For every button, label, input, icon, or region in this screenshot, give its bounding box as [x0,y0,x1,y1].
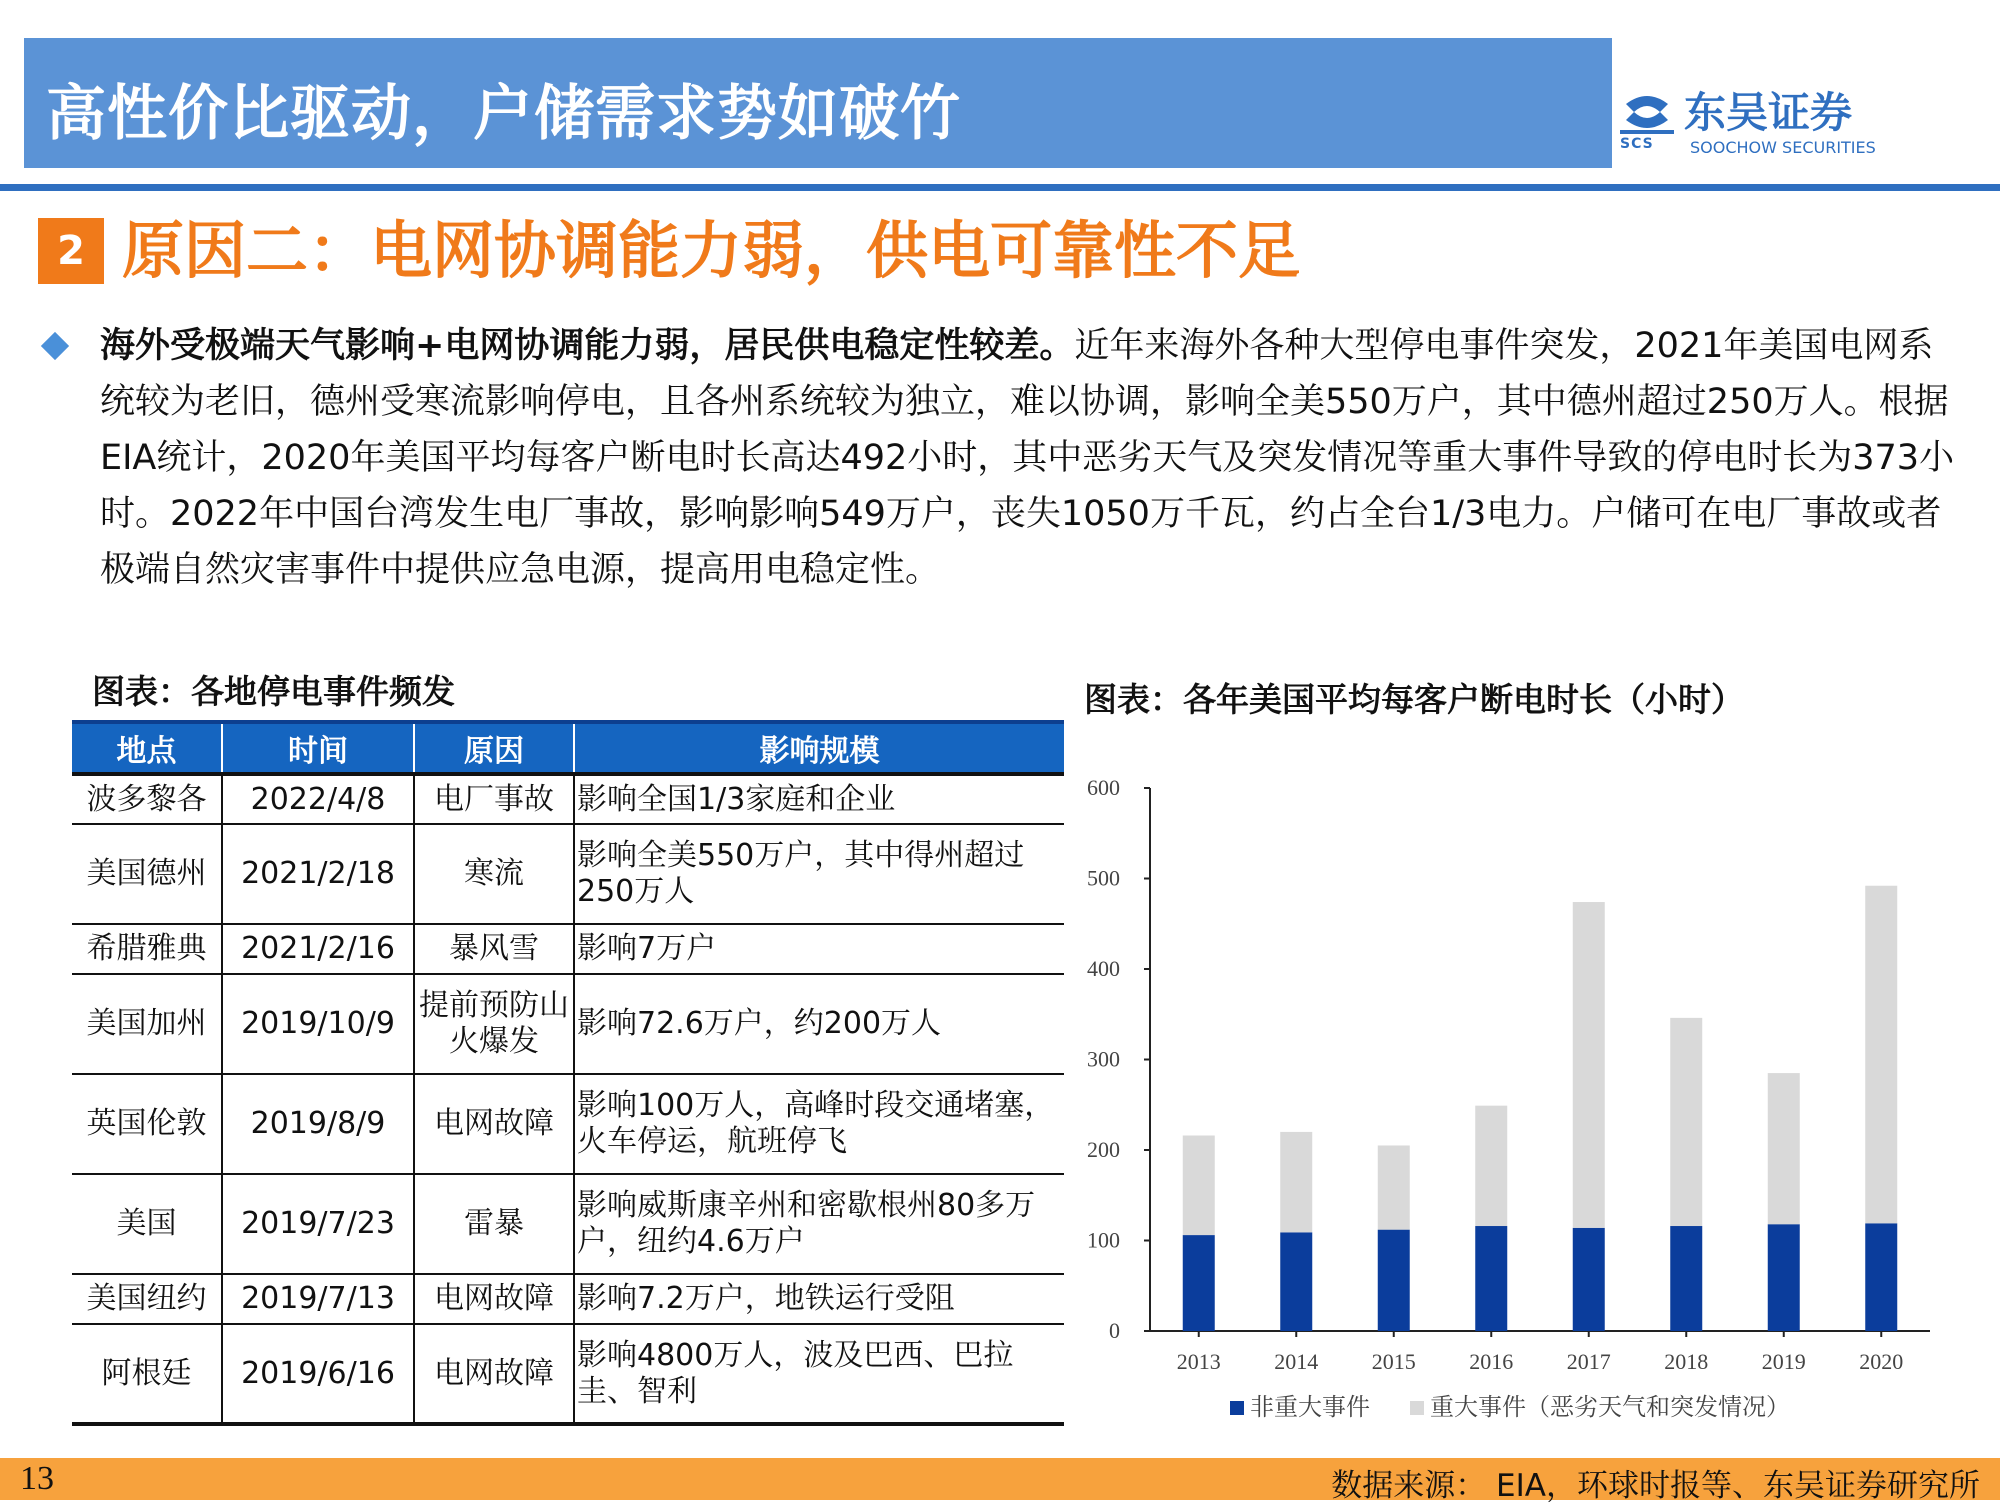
outage-duration-chart [1070,740,1970,1440]
header-impact: 影响规模 [574,722,1064,774]
cell-cause: 雷暴 [414,1174,574,1274]
cell-time: 2021/2/18 [222,824,414,924]
table-row [72,824,1064,924]
cell-time: 2019/10/9 [222,974,414,1074]
legend-swatch [1410,1401,1424,1415]
cell-cause: 电网故障 [414,1274,574,1324]
table-row [72,774,1064,824]
header-band [24,38,1612,168]
cell-location: 美国德州 [72,824,222,924]
cell-time: 2019/7/13 [222,1274,414,1324]
cell-impact: 影响全国1/3家庭和企业 [574,774,1064,824]
cell-location: 美国纽约 [72,1274,222,1324]
cell-impact: 影响72.6万户，约200万人 [574,974,1064,1074]
bar-non-major-event [1670,1226,1702,1331]
x-tick-label: 2013 [1176,1349,1221,1374]
legend-label: 非重大事件 [1250,1393,1370,1421]
company-logo [1618,90,1898,162]
y-tick-label: 200 [1087,1137,1120,1162]
body-paragraph [100,318,1960,598]
y-tick-label: 0 [1109,1318,1120,1343]
cell-location: 希腊雅典 [72,924,222,974]
cell-location: 阿根廷 [72,1324,222,1424]
cell-impact: 影响100万人，高峰时段交通堵塞，火车停运，航班停飞 [574,1074,1064,1174]
table-title: 图表：各地停电事件频发 [92,672,455,711]
page-title: 高性价比驱动，户储需求势如破竹 [46,79,961,149]
bar-major-event [1183,1136,1215,1236]
cell-time: 2019/7/23 [222,1174,414,1274]
bar-major-event [1475,1106,1507,1226]
cell-location: 波多黎各 [72,774,222,824]
body-bold-lead: 海外受极端天气影响+电网协调能力弱，居民供电稳定性较差。 [100,326,1075,366]
cell-impact: 影响4800万人，波及巴西、巴拉圭、智利 [574,1324,1064,1424]
bar-major-event [1573,902,1605,1228]
y-tick-label: 100 [1087,1227,1120,1253]
chart-title: 图表：各年美国平均每客户断电时长（小时） [1084,680,1744,719]
cell-impact: 影响全美550万户，其中得州超过250万人 [574,824,1064,924]
table-row [72,1274,1064,1324]
x-tick-label: 2014 [1274,1349,1319,1374]
cell-impact: 影响7万户 [574,924,1064,974]
table-row [72,1074,1064,1174]
x-tick-label: 2017 [1566,1349,1611,1374]
y-tick-label: 300 [1087,1046,1120,1072]
logo-en-text: SOOCHOW SECURITIES [1690,138,1876,157]
y-tick-label: 400 [1087,956,1120,981]
table-header-row [72,722,1064,774]
cell-cause: 寒流 [414,824,574,924]
bar-non-major-event [1865,1223,1897,1331]
bar-major-event [1670,1018,1702,1226]
legend-label: 重大事件（恶劣天气和突发情况） [1430,1393,1790,1421]
logo-cn-text: 东吴证券 [1684,88,1853,137]
cell-cause: 暴风雪 [414,924,574,974]
bar-non-major-event [1378,1230,1410,1331]
bar-non-major-event [1280,1232,1312,1331]
bar-major-event [1865,886,1897,1224]
x-tick-label: 2018 [1664,1349,1709,1374]
cell-location: 英国伦敦 [72,1074,222,1174]
table-row [72,924,1064,974]
table-row [72,974,1064,1074]
y-tick-label: 500 [1087,865,1120,891]
data-source: 数据来源： EIA，环球时报等、东吴证券研究所 [1331,1468,1980,1504]
header-rule [0,184,2000,191]
bar-non-major-event [1475,1226,1507,1331]
cell-time: 2019/6/16 [222,1324,414,1424]
cell-location: 美国 [72,1174,222,1274]
table-row [72,1174,1064,1274]
x-tick-label: 2019 [1761,1349,1806,1374]
cell-location: 美国加州 [72,974,222,1074]
header-time: 时间 [222,722,414,774]
bar-non-major-event [1768,1224,1800,1331]
bar-non-major-event [1573,1228,1605,1331]
body-text: 近年来海外各种大型停电事件突发，2021年美国电网系统较为老旧，德州受寒流影响停电，且各州系统较为独立，难以协调，影响全美550万户，其中德州超过250万人。根据EIA统计，2020年美国平均每客户断电时长高达492小时，其中恶劣天气及突发情况等重大事件导致的停电时长为373小时。2022年中国台湾发生电厂事故，影响影响549万户，丧失1050万千瓦，约占全台1/3电力。户储可在电厂事故或者极端自然灾害事件中提供应急电源，提高用电稳定性。 [100,326,1955,590]
cell-time: 2021/2/16 [222,924,414,974]
cell-time: 2019/8/9 [222,1074,414,1174]
cell-impact: 影响威斯康辛州和密歇根州80多万户，纽约4.6万户 [574,1174,1064,1274]
header-cause: 原因 [414,722,574,774]
table-row [72,1324,1064,1424]
legend-swatch [1230,1401,1244,1415]
cell-impact: 影响7.2万户，地铁运行受阻 [574,1274,1064,1324]
cell-cause: 电厂事故 [414,774,574,824]
outage-events-table [72,720,1064,1426]
cell-cause: 电网故障 [414,1074,574,1174]
bar-major-event [1280,1132,1312,1232]
cell-cause: 提前预防山火爆发 [414,974,574,1074]
x-tick-label: 2016 [1469,1349,1514,1374]
bar-major-event [1768,1073,1800,1224]
diamond-bullet-icon [41,332,69,360]
bar-major-event [1378,1145,1410,1229]
cell-time: 2022/4/8 [222,774,414,824]
logo-scs-text: SCS [1620,136,1654,152]
y-tick-label: 600 [1087,775,1120,800]
header-location: 地点 [72,722,222,774]
x-tick-label: 2015 [1371,1349,1416,1374]
section-title: 原因二：电网协调能力弱，供电可靠性不足 [122,214,1301,287]
page-number: 13 [20,1460,54,1497]
section-number: 2 [38,218,104,284]
bar-non-major-event [1183,1235,1215,1331]
x-tick-label: 2020 [1859,1349,1904,1374]
cell-cause: 电网故障 [414,1324,574,1424]
